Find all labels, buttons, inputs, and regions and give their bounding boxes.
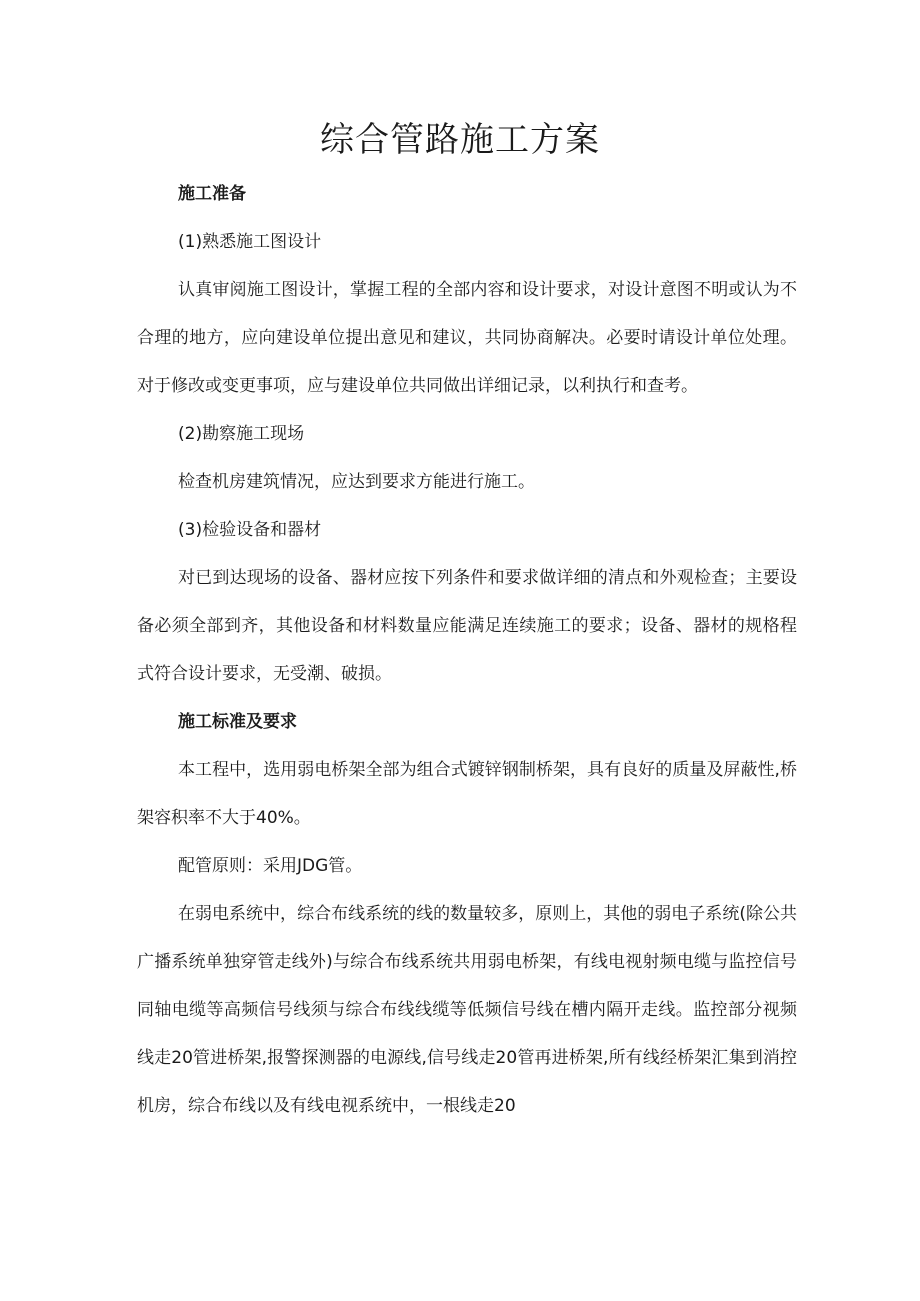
- paragraph: 检查机房建筑情况，应达到要求方能进行施工。: [178, 472, 535, 492]
- paragraph: 认真审阅施工图设计，掌握工程的全部内容和设计要求，对设计意图不明或认为不合理的地方，应向建设单位提出意见和建议，共同协商解决。必要时请设计单位处理。对于修改或变更事项，应与建设单位共同做出详细记录，以利执行和查考。: [137, 280, 797, 396]
- document-body: [137, 170, 797, 1130]
- item-subtitle: (3)检验设备和器材: [178, 520, 322, 540]
- paragraph: 本工程中，选用弱电桥架全部为组合式镀锌钢制桥架，具有良好的质量及屏蔽性,桥架容积率不大于40%。: [137, 760, 797, 828]
- paragraph: 配管原则：采用JDG管。: [178, 856, 363, 876]
- item-subtitle: (2)勘察施工现场: [178, 424, 305, 444]
- paragraph: 在弱电系统中，综合布线系统的线的数量较多，原则上，其他的弱电子系统(除公共广播系统单独穿管走线外)与综合布线系统共用弱电桥架，有线电视射频电缆与监控信号同轴电缆等高频信号线须与综合布线线缆等低频信号线在槽内隔开走线。监控部分视频线走20管进桥架,报警探测器的电源线,信号线走20管再进桥架,所有线经桥架汇集到消控机房，综合布线以及有线电视系统中，一根线走20: [137, 904, 797, 1116]
- paragraph: 对已到达现场的设备、器材应按下列条件和要求做详细的清点和外观检查；主要设备必须全部到齐，其他设备和材料数量应能满足连续施工的要求；设备、器材的规格程式符合设计要求，无受潮、破损。: [137, 568, 797, 684]
- section-heading: 施工标准及要求: [178, 712, 297, 732]
- item-subtitle: (1)熟悉施工图设计: [178, 232, 322, 252]
- section-heading: 施工准备: [178, 184, 246, 204]
- document-title: 综合管路施工方案: [320, 120, 600, 160]
